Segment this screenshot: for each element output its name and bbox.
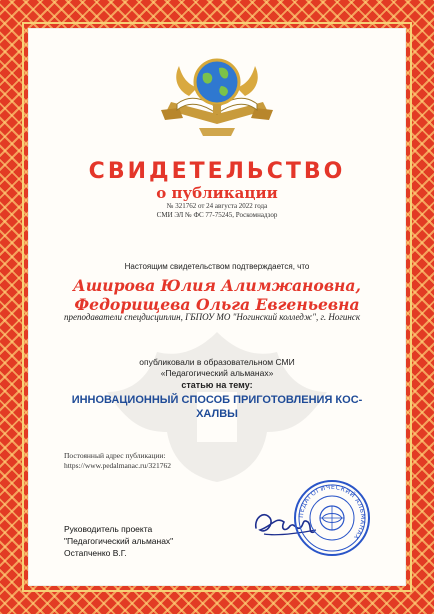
author-name-1: Аширова Юлия Алимжановна, xyxy=(73,276,361,295)
svg-text:ПЕДАГОГИЧЕСКИЙ АЛЬМАНАХ: ПЕДАГОГИЧЕСКИЙ АЛЬМАНАХ xyxy=(297,483,367,541)
address-label: Постоянный адрес публикации: xyxy=(64,451,166,460)
publication-info xyxy=(0,357,434,379)
registration-info xyxy=(0,202,434,220)
registration-number: № 321762 от 24 августа 2022 года xyxy=(166,202,268,210)
author-names xyxy=(30,276,404,315)
confirmation-text: Настоящим свидетельством подтверждается, что xyxy=(124,262,310,271)
journal-name: «Педагогический альманах» xyxy=(160,368,274,379)
published-in-line: опубликовали в образовательном СМИ xyxy=(139,357,295,367)
manager-project: "Педагогический альманах" xyxy=(64,535,174,546)
publication-url[interactable]: https://www.pedalmanac.ru/321762 xyxy=(64,461,171,470)
globe-book-emblem xyxy=(159,52,275,138)
media-registration: СМИ ЭЛ № ФС 77-75245, Роскомнадзор xyxy=(156,210,278,219)
manager-name: Остапченко В.Г. xyxy=(64,547,127,558)
manager-signature-block xyxy=(64,524,173,560)
article-topic: ИННОВАЦИОННЫЙ СПОСОБ ПРИГОТОВЛЕНИЯ КОС-ХАЛВЫ xyxy=(71,394,363,421)
manager-title: Руководитель проекта xyxy=(64,524,153,534)
official-stamp-icon xyxy=(292,478,372,558)
author-name-2: Федорищева Ольга Евгеньевна xyxy=(74,295,360,315)
topic-lead: статью на тему: xyxy=(181,380,253,390)
author-role: преподаватели спецдисциплин, ГБПОУ МО "Ногинский колледж", г. Ногинск xyxy=(64,312,361,322)
certificate-subtitle: о публикации xyxy=(156,184,278,202)
certificate-title: СВИДЕТЕЛЬСТВО xyxy=(88,159,346,184)
